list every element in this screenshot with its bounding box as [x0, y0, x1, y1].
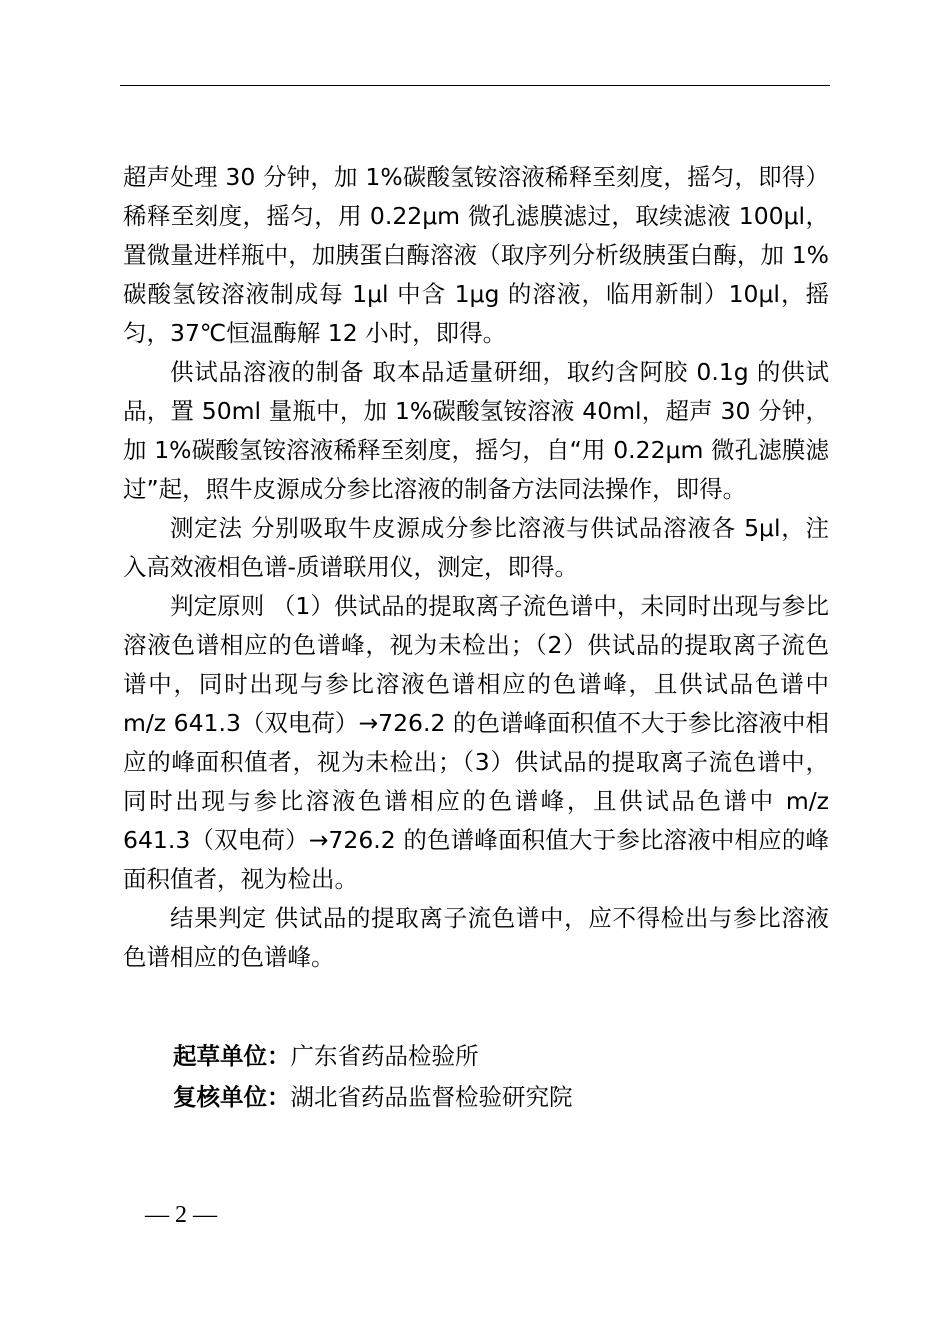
- header-rule: [120, 85, 830, 86]
- signature-block: [173, 1036, 573, 1118]
- review-unit-line: [173, 1077, 573, 1118]
- drafting-unit-label: 起草单位：: [173, 1042, 291, 1070]
- page-number: — 2 —: [145, 1202, 217, 1228]
- drafting-unit-line: [173, 1036, 573, 1077]
- paragraph-determination-method: 测定法 分别吸取牛皮源成分参比溶液与供试品溶液各 5μl，注入高效液相色谱-质谱联用仪，测定，即得。: [123, 514, 829, 581]
- paragraph-reference-solution-continued: 超声处理 30 分钟，加 1%碳酸氢铵溶液稀释至刻度，摇匀，即得）稀释至刻度，摇匀，用 0.22μm 微孔滤膜滤过，取续滤液 100μl，置微量进样瓶中，加胰蛋白酶溶液（取序列分析级胰蛋白酶，加 1%碳酸氢铵溶液制成每 1μl 中含 1μg 的溶液，临用新制）10μl，摇匀，37℃恒温酶解 12 小时，即得。: [123, 163, 829, 347]
- paragraph-test-solution-preparation: 供试品溶液的制备 取本品适量研细，取约含阿胶 0.1g 的供试品，置 50ml 量瓶中，加 1%碳酸氢铵溶液 40ml，超声 30 分钟，加 1%碳酸氢铵溶液稀释至刻度，摇匀，自“用 0.22μm 微孔滤膜滤过”起，照牛皮源成分参比溶液的制备方法同法操作，即得。: [123, 358, 829, 503]
- paragraph-result-judgement: 结果判定 供试品的提取离子流色谱中，应不得检出与参比溶液色谱相应的色谱峰。: [123, 904, 829, 971]
- review-unit-value: 湖北省药品监督检验研究院: [290, 1083, 573, 1111]
- review-unit-label: 复核单位：: [173, 1083, 291, 1111]
- document-body: [123, 158, 829, 977]
- paragraph-judgement-principle: 判定原则 （1）供试品的提取离子流色谱中，未同时出现与参比溶液色谱相应的色谱峰，视为未检出；（2）供试品的提取离子流色谱中，同时出现与参比溶液色谱相应的色谱峰，且供试品色谱中 m/z 641.3（双电荷）→726.2 的色谱峰面积值不大于参比溶液中相应的峰面积值者，视为未检出；（3）供试品的提取离子流色谱中，同时出现与参比溶液色谱相应的色谱峰，且供试品色谱中 m/z 641.3（双电荷）→726.2 的色谱峰面积值大于参比溶液中相应的峰面积值者，视为检出。: [123, 592, 829, 893]
- drafting-unit-value: 广东省药品检验所: [290, 1042, 479, 1070]
